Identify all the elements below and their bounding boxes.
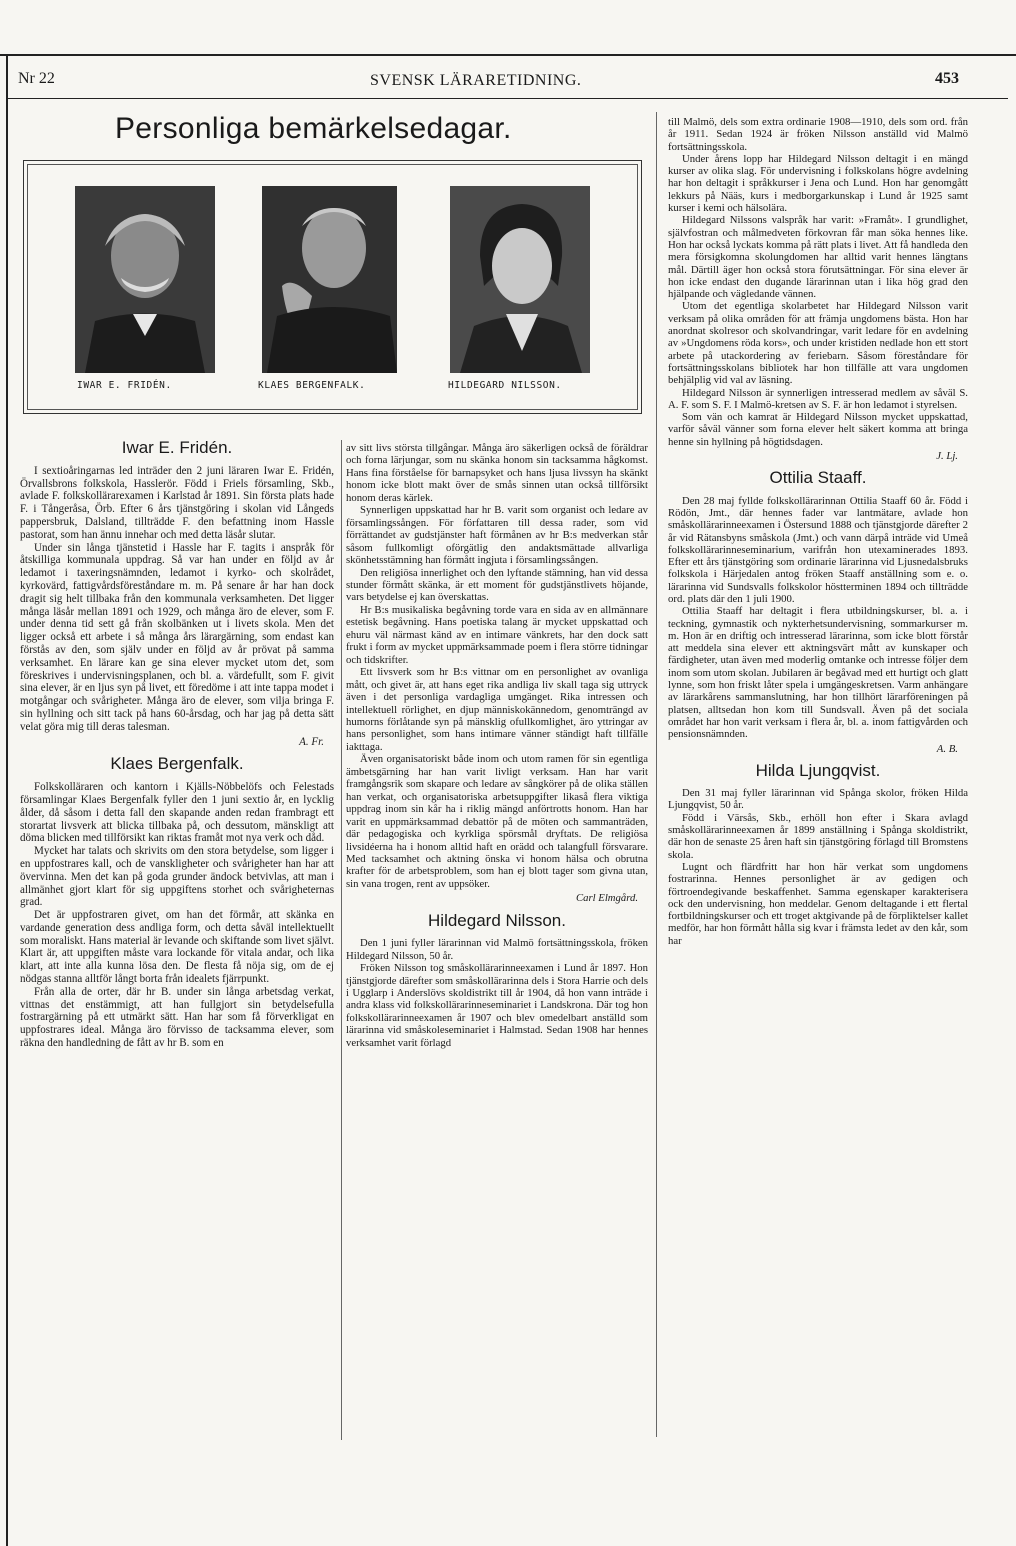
ljungqvist-paragraph: Lugnt och flärdfritt har hon här verkat som ungdomens fostrarinna. Hennes personlighet är av gedigen och förtroendegivande beskaffenhet. Samma egenskaper karakterisera ock den undervisning, hon meddelar. Genom deltagande i ett flertal fortbildningskurser och ett troget aktgivande på de förpliktelser kallet medför, har hon förmått hålla sig kvar i främsta ledet av den kår, som har [668,860,968,947]
friden-signature: A. Fr. [299,735,324,748]
issue-number: Nr 22 [18,70,55,87]
column-rule-2 [656,112,657,1437]
staaff-paragraph: Ottilia Staaff har deltagit i flera utbildningskurser, bl. a. i teckning, gymnastik och nykterhetsundervisning, sommarkurser m. m. Hon är en driftig och intresserad lärarinna, som icke blott förstår att meddela sina elever ett aktningsvärt mått av kunskaper och färdigheter, utan även med moderlig omtanke och intresse följer dem inom som utom skolan. Jubilaren är begåvad med ett hurtigt och glatt lynne, som hon friskt låter spela i umgängeskretsen. Varm anhängare av lärarkårens sammanslutning, har hon tillhört lärarföreningen på platsen, alltsedan hon kom till Sundsvall. Även på det sociala området har hon varit verksam i flera år, bl. a. inom fattigvården och pensionsnämnden. [668,605,968,741]
portrait-friden-image [75,186,215,373]
page-left-rule [6,54,8,1546]
page-top-rule [0,54,1016,56]
nilsson-signature: J. Lj. [936,450,958,463]
header-rule [8,98,1008,99]
nilsson-paragraph: Hildegard Nilssons valspråk har varit: »Framåt». I grundlighet, självfostran och målmedveten förkovran får man söka hennes like. Hon har också lyckats komma på rätt plats i livet. Att få handleda den mera försigkomna skolungdomen har alltid varit hennes längtans mål. Därtill äger hon också stora förutsättningar. För sina elever är hon icke endast den dugande lärarinnan utan i lika hög grad den hjälpande och vägledande vännen. [668,214,968,301]
friden-paragraph: I sextioåringarnas led inträder den 2 juni läraren Iwar E. Fridén, Örvallsbrons folkskola, Hasslerör. Född i Friels församling, Skb., avlade F. folkskollärarexamen i Karlstad år 1891. Sin första plats hade F. i Tångeråsa, Örb. Efter 6 års tjänstgöring i skolan vid Långeds pappersbruk, Dalsland, tillträdde F. den befattning inom Hassle pastorat, som han ännu innehar och med detta läsår slutar. [20,464,334,541]
nilsson-paragraph: Fröken Nilsson tog småskollärarinneexamen i Lund år 1897. Hon tjänstgjorde därefter som småskollärarinna dels i Stora Harrie och dels i Ugglarp i Anderslövs skoldistrikt till år 1904, då hon vann inträde i andra klass vid folkskollärarinneseminariet i Landskrona. Där tog hon folkskollärarinneexamen år 1907 och blev omedelbart anställd som lärarinna vid småskoleseminariet i Halmstad. Sedan 1908 har hennes verksamhet varit förlagd [346,962,648,1049]
heading-staaff: Ottilia Staaff. [769,468,867,488]
column-2 [346,442,648,1049]
nilsson-paragraph: Hildegard Nilsson är synnerligen intresserad medlem av såväl S. A. F. som S. F. I Malmö-kretsen av S. F. är hon ledamot i styrelsen. [668,386,968,411]
publication-name: SVENSK LÄRARETIDNING. [370,72,582,89]
heading-ljungqvist: Hilda Ljungqvist. [755,760,881,780]
bergenfalk-paragraph: Ett livsverk som hr B:s vittnar om en personlighet av ovanliga mått, och givet är, att hans eget rika andliga liv skall taga sig uttryck även i det personliga vardagliga umgänget. Rika intressen och intellektuell rörlighet, en djup människokännedom, genomträngd av humorns förlåtande syn på mänsklig ofullkomlighet, äro yttringar av hans personlighet, som hans intimare vänner ständigt haft tillfälle iakttaga. [346,666,648,753]
portrait-caption-friden: IWAR E. FRIDÉN. [77,380,172,391]
portrait-nilsson-photo [450,186,590,373]
staaff-paragraph: Den 28 maj fyllde folkskollärarinnan Ottilia Staaff 60 år. Född i Rödön, Jmt., där hennes fader var lantmätare, avlade hon småskollärarinneexamen i Östersund 1888 och tjänstgjorde därefter 2 år vid Rätansbyns småskola (Jmt.) och vann därpå inträde vid Umeå folkskollärarinneseminarium, varifrån hon utexaminerades 1893. Efter ett års tjänstgöring som ordinarie lärarinna vid Ljusnedalsbruks folkskola i Härjedalen antog fröken Staaff anställning som e. o. lärarinna vid Sundsvalls folkskolor höstterminen 1894 och tillträdde ord. plats där den 1 juli 1900. [668,494,968,605]
portrait-bergenfalk-image [262,186,397,373]
page-number: 453 [935,70,959,87]
bergenfalk-paragraph: av sitt livs största tillgångar. Många äro säkerligen också de föräldrar och forna lärjungar, som nu skänka honom sin tacksamma hågkomst. Hans fina förståelse för barnapsyket och hans ljusa livssyn ha skänkt honom icke blott makt över de smås sinnen utan också tillförsikt honom deras kärlek. [346,442,648,504]
bergenfalk-paragraph: Folkskolläraren och kantorn i Kjälls-Nöbbelöfs och Felestads församlingar Klaes Bergenfalk fyller den 1 juni sextio år, en lycklig ålder, då såsom i detta fall den skapande anden redan frambragt ett storartat livsverk att blicka tillbaka på, och dessutom, mänskligt att döma blicken med tillförsikt kan riktas framåt mot nya verk och dåd. [20,781,334,845]
portrait-friden-photo [75,186,215,373]
staaff-signature: A. B. [936,742,958,755]
bergenfalk-paragraph: Från alla de orter, där hr B. under sin långa arbetsdag verkat, vittnas det enstämmigt, att han fullgjort sin betydelsefulla fostrargärning på ett utmärkt sätt. Han har som få förverkligat en uppfostrares ideal. Många äro förvisso de tacksamma elever, som räkna den handledning de fått av hr B. som en [20,985,334,1050]
bergenfalk-signature: Carl Elmgård. [576,892,638,905]
portrait-nilsson-image [450,186,590,373]
heading-nilsson: Hildegard Nilsson. [428,910,566,930]
column-1 [20,432,334,1050]
bergenfalk-paragraph: Det är uppfostraren givet, om han det förmår, att skänka en vardande generation dess andliga form, och detta såväl intellektuellt som moraliskt. Hans material är levande och skiftande som livet självt. Klart är, att uppgiften måste vara lockande för vitala andar, och lika klart, att inte alla kunna lösa den. De flesta få nöja sig, om de ej nödgas stanna alltför långt borta från idealets fjärrpunkt. [20,909,334,986]
nilsson-paragraph: Som vän och kamrat är Hildegard Nilsson mycket uppskattad, varför såväl vänner som forna elever helt säkert komma att bringa henne sin hyllning på högtidsdagen. [668,411,968,448]
bergenfalk-paragraph: Synnerligen uppskattad har hr B. varit som organist och ledare av församlingssången. För författaren till dessa rader, som vid förrättandet av gudstjänster haft förmånen av hr B:s medverkan står såsom fullkomligt oförgätlig den andaktsmättade allvarliga skönhetsstämning han förmått ingjuta i församlingssången. [346,504,648,567]
column-rule-1 [341,440,342,1440]
friden-paragraph: Under sin långa tjänstetid i Hassle har F. tagits i anspråk för åtskilliga kommunala uppdrag. Så var han under en följd av år ledamot i taxeringsnämnden, ledamot i kyrko- och skolrådet, kyrkovärd, fattigvårdsföreståndare m. m. På senare år har han dock dragit sig helt tillbaka från den kommunala verksamheten. Det ligger många läsår mellan 1891 och 1929, och många äro de elever, som F. under denna tid sett gå från skolbänken ut i livets skola. Men det ligger också ett arbete i så många års lärargärning, som endast kan förstås av den, som själv under en följd av år prövat på samma verksamhet. En lärare kan ge sina elever mycket utom det, som föreskrives i undervisningsplanen, och bl. a. värdefullt, som F. givit sina elever, är en ljus syn på livet, ett föredöme i att inte tappa modet i motgångar och svårigheter. Många äro de elever, som vilja bringa F. sin hyllning och sitt tack på hans 60-årsdag, och har jag på detta sätt velat göra mig till deras talesman. [20,541,334,733]
nilsson-paragraph: Utom det egentliga skolarbetet har Hildegard Nilsson varit verksam på olika områden för att främja ungdomens bästa. Hon har anordnat skolresor och skolvandringar, varit ledare för en avdelning av »Ungdomens röda kors», och under kristiden nedlade hon ett stort arbete på utackordering av feriebarn. Såsom föreståndare för fortsättningsskolans bibliotek har hon tillfälle att vara ungdomen behjälplig vid val av läsning. [668,300,968,387]
bergenfalk-paragraph: Mycket har talats och skrivits om den stora betydelse, som ligger i en uppfostrares kall, och de vanskligheter och svårigheter han har att övervinna. Men det kan på goda grunder ändock betvivlas, att man i allmänhet gjort klart för sig uppgiftens storhet och svårigheternas grad. [20,845,334,909]
nilsson-paragraph: till Malmö, dels som extra ordinarie 1908—1910, dels som ord. från år 1911. Sedan 1924 är fröken Nilsson anställd vid Malmö fortsättningsskola. [668,116,968,153]
portrait-bergenfalk-photo [262,186,397,373]
heading-bergenfalk: Klaes Bergenfalk. [110,754,244,774]
bergenfalk-paragraph: Hr B:s musikaliska begåvning torde vara en sida av en allmännare estetisk begåvning. Hans poetiska talang är mycket uppskattad och ehuru väl närmast känd av en intimare vänkrets, har den dock satt frukt i form av mycket uppmärksammade poem i flera större tidningar och tidskrifter. [346,603,648,666]
column-3 [668,116,968,947]
nilsson-paragraph: Den 1 juni fyller lärarinnan vid Malmö fortsättningsskola, fröken Hildegard Nilsson, 50 år. [346,937,648,962]
ljungqvist-paragraph: Den 31 maj fyller lärarinnan vid Spånga skolor, fröken Hilda Ljungqvist, 50 år. [668,787,968,812]
ljungqvist-paragraph: Född i Värsås, Skb., erhöll hon efter i Skara avlagd småskollärarinneexamen år 1899 anställning i Spånga skoldistrikt, där hon de senaste 25 åren haft sin tjänstgöring förlagd till Bromstens skola. [668,811,968,861]
bergenfalk-paragraph: Även organisatoriskt både inom och utom ramen för sin egentliga ämbetsgärning har han varit livligt verksam. Han har varit framgångsrik som skapare och ledare av sångkörer på de olika ställen han verkat, och organisatoriska arbetsuppgifter likaså flera viktiga uppdrag inom sin kår ha i riklig mängd anförtrotts honom. Han har varit en uppmärksammad debattör på de möten och sammanträden, där pedagogiska och kyrkliga spörsmål dryftats. De religiösa livsidéerna ha i honom alltid haft en orädd och talangfull försvarare. Med tacksamhet och aktning önska vi honom hälsa och obrutna krafter för de arbetsproblem, som han ej blott tager som givna utan, sin vana trogen, rent av uppsöker. [346,753,648,890]
main-title: Personliga bemärkelsedagar. [115,112,512,145]
heading-friden: Iwar E. Fridén. [121,438,233,457]
portrait-caption-bergenfalk: KLAES BERGENFALK. [258,380,366,391]
bergenfalk-paragraph: Den religiösa innerlighet och den lyftande stämning, han vid dessa stunder förmått skänka, är ett moment för gudstjänstlivets höjande, vars betydelse ej kan överskattas. [346,566,648,604]
nilsson-paragraph: Under årens lopp har Hildegard Nilsson deltagit i en mängd kurser av olika slag. För undervisning i folkskolans högre avdelning har hon deltagit i språkkurser i Jena och Lund. Hon har genomgått lekkurs på Nääs, kurs i medborgarkunskap i Lund år 1925 samt kurser i kemi och hälsolära. [668,152,968,215]
portrait-caption-nilsson: HILDEGARD NILSSON. [448,380,562,391]
